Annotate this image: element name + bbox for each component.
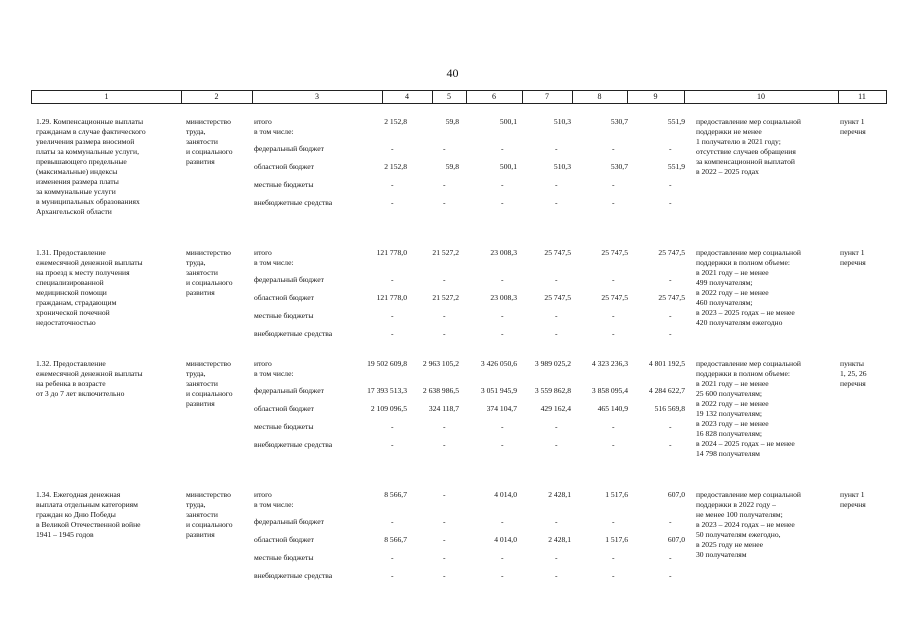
funding-value: - (669, 144, 672, 153)
measure-name (36, 117, 176, 217)
funding-value: 510,3 (553, 117, 571, 126)
funding-source (254, 490, 354, 510)
expected-result-line: 16 828 получателям; (696, 429, 763, 438)
org-line: развития (186, 530, 215, 539)
measure-name (36, 359, 176, 399)
funding-value: 1 517,6 (605, 490, 628, 499)
list-reference-line: пункт 1 (840, 248, 865, 257)
funding-value: 510,3 (553, 162, 571, 171)
funding-value: - (501, 517, 504, 526)
expected-result-line: предоставление мер социальной (696, 117, 801, 126)
measure-name-line: платы за коммунальные услуги, (36, 147, 139, 156)
responsible-org (186, 248, 252, 298)
funding-value: 2 152,8 (384, 117, 407, 126)
header-col-1: 1 (104, 92, 109, 101)
funding-value: - (501, 198, 504, 207)
funding-value: - (612, 571, 615, 580)
funding-value: - (391, 180, 394, 189)
funding-source-line: внебюджетные средства (254, 571, 333, 580)
funding-value: - (555, 198, 558, 207)
funding-source (254, 386, 354, 396)
org-line: и социального (186, 147, 233, 156)
funding-source (254, 248, 354, 268)
header-col-7: 7 (545, 92, 549, 101)
funding-source (254, 571, 354, 581)
expected-result-line: поддержки не менее (696, 127, 762, 136)
funding-value: 3 559 862,8 (534, 386, 571, 395)
funding-source-line: местные бюджеты (254, 553, 314, 562)
funding-value: - (501, 275, 504, 284)
responsible-org (186, 359, 252, 409)
org-line: развития (186, 288, 215, 297)
funding-value: 2 428,1 (548, 535, 571, 544)
funding-value: - (443, 440, 446, 449)
funding-value: 374 104,7 (486, 404, 517, 413)
header-col-2: 2 (214, 92, 219, 101)
funding-value: 21 527,2 (432, 293, 459, 302)
funding-value: - (612, 440, 615, 449)
expected-result-line: в 2022 году – не менее (696, 288, 769, 297)
measure-name-line: гражданам в случае фактического (36, 127, 146, 136)
funding-value: - (501, 422, 504, 431)
funding-value: - (612, 180, 615, 189)
funding-value: 4 801 192,5 (648, 359, 685, 368)
org-line: министерство (186, 490, 231, 499)
funding-source-line: итого (254, 117, 272, 126)
funding-value: - (391, 144, 394, 153)
page-number: 40 (446, 66, 459, 80)
org-line: и социального (186, 389, 233, 398)
funding-value: - (443, 275, 446, 284)
funding-value: 465 140,9 (597, 404, 628, 413)
funding-source (254, 144, 354, 154)
org-line: и социального (186, 278, 233, 287)
expected-result-line: 1 получателю в 2021 году; (696, 137, 781, 146)
measure-name-line: недостаточностью (36, 318, 96, 327)
measure-name-line: гражданам, страдающим (36, 298, 117, 307)
list-reference-line: 1, 25, 26 (840, 369, 867, 378)
measure-name-line: 1941 – 1945 годов (36, 530, 94, 539)
funding-source-line: в том числе: (254, 127, 294, 136)
measure-name-line: 1.32. Предоставление (36, 359, 106, 368)
funding-source-line: местные бюджеты (254, 422, 314, 431)
funding-value: - (443, 198, 446, 207)
measure-name-line: Архангельской области (36, 207, 112, 216)
org-line: занятости (186, 379, 218, 388)
funding-value: - (391, 571, 394, 580)
funding-source (254, 404, 354, 414)
funding-value: - (612, 422, 615, 431)
funding-value: 1 517,6 (605, 535, 628, 544)
expected-result-line: 50 получателям ежегодно, (696, 530, 781, 539)
org-line: министерство (186, 117, 231, 126)
measure-name-line: от 3 до 7 лет включительно (36, 389, 125, 398)
funding-source (254, 198, 354, 208)
org-line: труда, (186, 500, 206, 509)
header-col-9: 9 (653, 92, 658, 101)
measure-name-line: 1.31. Предоставление (36, 248, 106, 257)
funding-value: - (391, 329, 394, 338)
funding-source (254, 162, 354, 172)
expected-result-line: в 2021 году – не менее (696, 379, 769, 388)
org-line: труда, (186, 127, 206, 136)
funding-value: - (555, 517, 558, 526)
expected-result-line: в 2021 году – не менее (696, 268, 769, 277)
funding-value: - (501, 329, 504, 338)
funding-source (254, 311, 354, 321)
funding-source (254, 553, 354, 563)
expected-result-line: предоставление мер социальной (696, 359, 801, 368)
funding-value: 59,8 (445, 162, 459, 171)
funding-value: 25 747,5 (601, 293, 628, 302)
funding-value: - (669, 275, 672, 284)
expected-result (696, 359, 836, 459)
funding-value: 3 858 095,4 (591, 386, 628, 395)
funding-value: - (612, 198, 615, 207)
measure-name-line: в муниципальных образованиях (36, 197, 140, 206)
funding-source-line: федеральный бюджет (254, 386, 324, 395)
measure-name-line: хронической почечной (36, 308, 110, 317)
funding-value: - (555, 275, 558, 284)
funding-value: - (669, 198, 672, 207)
funding-value: 25 747,5 (601, 248, 628, 257)
measure-name-line: изменения размера платы (36, 177, 119, 186)
funding-source-line: внебюджетные средства (254, 198, 333, 207)
funding-value: 4 323 236,3 (591, 359, 628, 368)
funding-value: 121 778,0 (376, 293, 407, 302)
measure-name-line: превышающего предельные (36, 157, 127, 166)
funding-value: 2 638 986,5 (422, 386, 459, 395)
measure-name-line: специализированной (36, 278, 104, 287)
funding-value: - (612, 553, 615, 562)
responsible-org (186, 490, 252, 540)
expected-result-line: 25 600 получателям; (696, 389, 763, 398)
funding-source (254, 535, 354, 545)
org-line: труда, (186, 369, 206, 378)
measure-name (36, 248, 176, 328)
funding-value: - (501, 440, 504, 449)
funding-value: - (443, 571, 446, 580)
funding-value: 23 008,3 (490, 293, 517, 302)
funding-value: 324 118,7 (428, 404, 459, 413)
funding-value: 25 747,5 (658, 248, 685, 257)
funding-source (254, 359, 354, 379)
funding-source (254, 117, 354, 137)
funding-value: - (391, 440, 394, 449)
funding-value: - (391, 553, 394, 562)
measure-name-line: выплата отдельным категориям (36, 500, 138, 509)
measure-name (36, 490, 176, 540)
funding-value: - (555, 180, 558, 189)
org-line: развития (186, 157, 215, 166)
funding-value: 25 747,5 (544, 293, 571, 302)
funding-source (254, 329, 354, 339)
funding-value: 2 109 096,5 (370, 404, 407, 413)
expected-result (696, 490, 836, 560)
funding-value: 516 569,8 (654, 404, 685, 413)
funding-value: - (555, 440, 558, 449)
expected-result-line: поддержки в 2022 году – (696, 500, 776, 509)
funding-source-line: областной бюджет (254, 293, 314, 302)
funding-value: 500,1 (499, 117, 517, 126)
funding-value: - (443, 535, 446, 544)
funding-value: 429 162,4 (540, 404, 571, 413)
funding-value: 551,9 (667, 117, 685, 126)
funding-value: - (443, 553, 446, 562)
funding-source-line: областной бюджет (254, 535, 314, 544)
list-reference-line: перечня (840, 258, 866, 267)
measure-name-line: ежемесячной денежной выплаты (36, 258, 143, 267)
expected-result-line: отсутствие случаев обращения (696, 147, 796, 156)
funding-value: - (443, 180, 446, 189)
funding-value: 4 014,0 (494, 535, 517, 544)
funding-value: 3 426 050,6 (480, 359, 517, 368)
funding-value: - (555, 571, 558, 580)
expected-result-line: в 2024 – 2025 годах – не менее (696, 439, 795, 448)
funding-value: 2 963 105,2 (422, 359, 459, 368)
list-reference-line: перечня (840, 379, 866, 388)
funding-source-line: местные бюджеты (254, 180, 314, 189)
expected-result-line: поддержки в полном объеме: (696, 258, 790, 267)
expected-result (696, 117, 836, 177)
expected-result-line: в 2022 году – не менее (696, 399, 769, 408)
org-line: развития (186, 399, 215, 408)
measure-name-line: 1.34. Ежегодная денежная (36, 490, 121, 499)
funding-value: 3 051 945,9 (480, 386, 517, 395)
funding-source-line: федеральный бюджет (254, 275, 324, 284)
funding-value: - (443, 422, 446, 431)
funding-value: 121 778,0 (376, 248, 407, 257)
list-reference (840, 359, 888, 389)
measure-name-line: за коммунальные услуги (36, 187, 116, 196)
funding-value: - (391, 517, 394, 526)
expected-result-line: за компенсационной выплатой (696, 157, 795, 166)
funding-value: 25 747,5 (658, 293, 685, 302)
funding-value: - (443, 490, 446, 499)
funding-value: - (443, 144, 446, 153)
funding-value: - (443, 517, 446, 526)
funding-source-line: итого (254, 490, 272, 499)
header-col-8: 8 (597, 92, 602, 101)
funding-value: 8 566,7 (384, 535, 407, 544)
list-reference-line: перечня (840, 127, 866, 136)
funding-value: 8 566,7 (384, 490, 407, 499)
org-line: министерство (186, 359, 231, 368)
funding-value: 3 989 025,2 (534, 359, 571, 368)
funding-value: - (612, 311, 615, 320)
expected-result-line: в 2023 – 2024 годах – не менее (696, 520, 795, 529)
funding-value: 23 008,3 (490, 248, 517, 257)
funding-value: - (443, 329, 446, 338)
expected-result-line: 420 получателям ежегодно (696, 318, 783, 327)
expected-result-line: 19 132 получателям; (696, 409, 763, 418)
funding-value: 21 527,2 (432, 248, 459, 257)
funding-value: - (555, 422, 558, 431)
expected-result-line: 460 получателям; (696, 298, 753, 307)
funding-value: - (443, 311, 446, 320)
funding-value: - (669, 422, 672, 431)
expected-result-line: поддержки в полном объеме: (696, 369, 790, 378)
expected-result-line: 30 получателям (696, 550, 747, 559)
measure-name-line: на проезд к месту получения (36, 268, 130, 277)
header-col-5: 5 (447, 92, 451, 101)
funding-value: - (555, 311, 558, 320)
funding-value: - (669, 440, 672, 449)
funding-value: - (669, 571, 672, 580)
funding-source-line: в том числе: (254, 369, 294, 378)
funding-value: 530,7 (610, 162, 628, 171)
list-reference (840, 248, 888, 268)
funding-source (254, 275, 354, 285)
funding-value: 530,7 (610, 117, 628, 126)
header-col-10: 10 (757, 92, 765, 101)
expected-result-line: в 2023 – 2025 годах – не менее (696, 308, 795, 317)
funding-value: - (669, 553, 672, 562)
list-reference-line: пункт 1 (840, 490, 865, 499)
header-col-3: 3 (315, 92, 319, 101)
funding-value: 4 014,0 (494, 490, 517, 499)
org-line: министерство (186, 248, 231, 257)
funding-value: - (391, 422, 394, 431)
measure-name-line: на ребенка в возрасте (36, 379, 106, 388)
list-reference-line: пункт 1 (840, 117, 865, 126)
funding-value: 59,8 (445, 117, 459, 126)
funding-value: - (501, 571, 504, 580)
measure-name-line: увеличения размера вносимой (36, 137, 135, 146)
expected-result-line: в 2025 году не менее (696, 540, 763, 549)
funding-value: 17 393 513,3 (367, 386, 407, 395)
measure-name-line: ежемесячной денежной выплаты (36, 369, 143, 378)
funding-source-line: федеральный бюджет (254, 517, 324, 526)
funding-value: - (501, 553, 504, 562)
org-line: и социального (186, 520, 233, 529)
header-col-11: 11 (858, 92, 866, 101)
table-header (31, 90, 887, 104)
funding-source-line: областной бюджет (254, 162, 314, 171)
funding-value: - (555, 144, 558, 153)
expected-result (696, 248, 836, 328)
funding-value: 19 502 609,8 (367, 359, 407, 368)
funding-value: - (391, 198, 394, 207)
header-col-4: 4 (405, 92, 409, 101)
funding-value: - (669, 180, 672, 189)
funding-source (254, 180, 354, 190)
funding-source-line: итого (254, 359, 272, 368)
funding-source-line: в том числе: (254, 258, 294, 267)
funding-source-line: внебюджетные средства (254, 440, 333, 449)
funding-source (254, 517, 354, 527)
funding-value: - (612, 517, 615, 526)
funding-value: - (669, 329, 672, 338)
responsible-org (186, 117, 252, 167)
funding-value: 500,1 (499, 162, 517, 171)
funding-source (254, 440, 354, 450)
expected-result-line: предоставление мер социальной (696, 248, 801, 257)
list-reference (840, 117, 888, 137)
header-col-6: 6 (492, 92, 496, 101)
funding-source-line: областной бюджет (254, 404, 314, 413)
funding-value: 2 428,1 (548, 490, 571, 499)
funding-source-line: в том числе: (254, 500, 294, 509)
measure-name-line: медицинской помощи (36, 288, 107, 297)
list-reference (840, 490, 888, 510)
measure-name-line: граждан ко Дню Победы (36, 510, 116, 519)
expected-result-line: 14 798 получателям (696, 449, 760, 458)
org-line: занятости (186, 510, 218, 519)
org-line: занятости (186, 268, 218, 277)
funding-value: - (612, 275, 615, 284)
funding-source-line: итого (254, 248, 272, 257)
funding-value: - (555, 553, 558, 562)
funding-value: - (555, 329, 558, 338)
measure-name-line: (максимальные) индексы (36, 167, 118, 176)
funding-source-line: местные бюджеты (254, 311, 314, 320)
measure-name-line: в Великой Отечественной войне (36, 520, 141, 529)
funding-source-line: внебюджетные средства (254, 329, 333, 338)
funding-value: 2 152,8 (384, 162, 407, 171)
expected-result-line: в 2022 – 2025 годах (696, 167, 759, 176)
funding-value: 607,0 (667, 490, 685, 499)
funding-value: 607,0 (667, 535, 685, 544)
funding-value: 25 747,5 (544, 248, 571, 257)
funding-value: - (669, 517, 672, 526)
expected-result-line: 499 получателям; (696, 278, 753, 287)
funding-value: - (501, 144, 504, 153)
funding-value: - (669, 311, 672, 320)
funding-source (254, 293, 354, 303)
expected-result-line: в 2023 году – не менее (696, 419, 769, 428)
funding-value: - (391, 275, 394, 284)
expected-result-line: не менее 100 получателям; (696, 510, 783, 519)
funding-value: - (501, 180, 504, 189)
funding-value: - (501, 311, 504, 320)
org-line: труда, (186, 258, 206, 267)
org-line: занятости (186, 137, 218, 146)
expected-result-line: предоставление мер социальной (696, 490, 801, 499)
measure-name-line: 1.29. Компенсационные выплаты (36, 117, 144, 126)
funding-source (254, 422, 354, 432)
list-reference-line: пункты (840, 359, 864, 368)
funding-value: 4 284 622,7 (648, 386, 685, 395)
funding-value: 551,9 (667, 162, 685, 171)
funding-value: - (612, 144, 615, 153)
funding-value: - (612, 329, 615, 338)
list-reference-line: перечня (840, 500, 866, 509)
funding-value: - (391, 311, 394, 320)
funding-source-line: федеральный бюджет (254, 144, 324, 153)
